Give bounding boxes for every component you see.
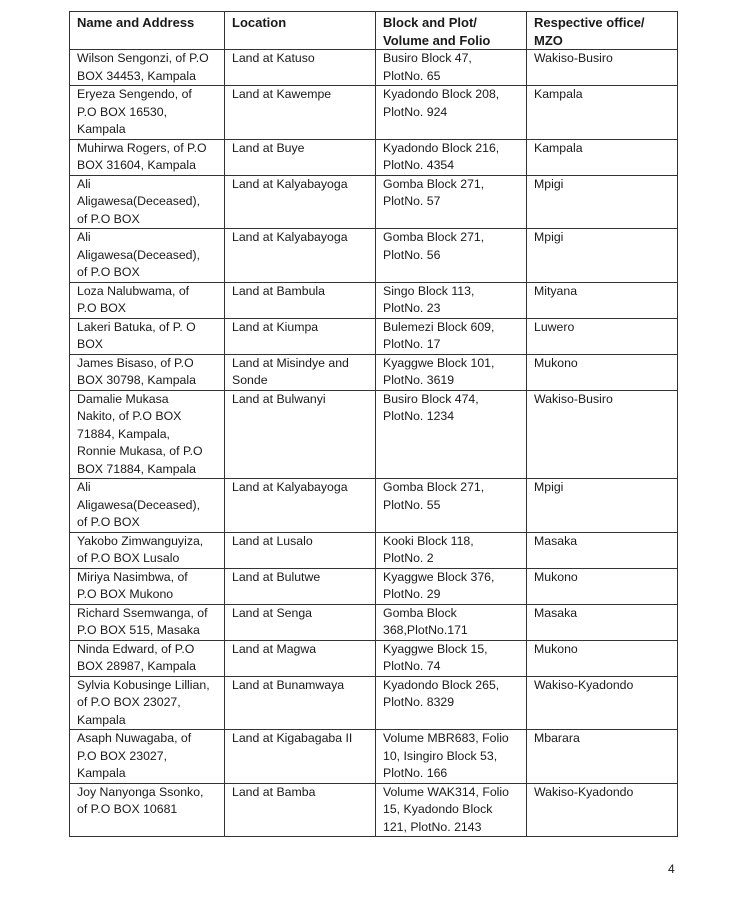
cell-respective-office-line: Mbarara: [534, 731, 580, 745]
cell-block-and-plot-line: PlotNo. 57: [383, 194, 441, 208]
cell-respective-office-line: Mityana: [534, 283, 578, 298]
cell-name-and-address-line: P.O BOX Mukono: [77, 587, 174, 601]
cell-location: [225, 175, 376, 229]
cell-location-line: Land at Senga: [232, 605, 313, 620]
table-row: [70, 86, 678, 140]
cell-block-and-plot-line: PlotNo. 1234: [383, 409, 455, 423]
cell-location: [225, 604, 376, 640]
cell-name-and-address-line: Lakeri Batuka, of P. O: [77, 319, 196, 334]
cell-block-and-plot-line: Gomba Block: [383, 605, 457, 620]
header-location-line: Location: [232, 15, 287, 30]
cell-name-and-address: [70, 175, 225, 229]
cell-name-and-address-line: BOX 71884, Kampala: [77, 461, 196, 476]
cell-location: [225, 50, 376, 86]
cell-block-and-plot-line: PlotNo. 924: [383, 104, 448, 119]
cell-respective-office-line: Kampala: [534, 140, 583, 155]
header-block-and-plot-line: Block and Plot/: [383, 15, 477, 30]
cell-location-line: Land at Kawempe: [232, 87, 332, 101]
table-row: [70, 282, 678, 318]
cell-name-and-address: [70, 354, 225, 390]
cell-name-and-address: [70, 730, 225, 784]
cell-location: [225, 783, 376, 837]
cell-block-and-plot: [376, 568, 527, 604]
cell-location: [225, 479, 376, 533]
table-row: [70, 604, 678, 640]
cell-block-and-plot-line: PlotNo. 3619: [383, 373, 455, 387]
cell-block-and-plot-line: PlotNo. 17: [383, 337, 441, 351]
header-respective-office: [527, 12, 678, 50]
cell-respective-office: [527, 730, 678, 784]
cell-location: [225, 139, 376, 175]
cell-name-and-address-line: BOX 31604, Kampala: [77, 158, 196, 172]
cell-respective-office-line: Mukono: [534, 569, 578, 584]
cell-location: [225, 229, 376, 283]
cell-name-and-address-line: Nakito, of P.O BOX: [77, 409, 182, 423]
cell-name-and-address-line: Sylvia Kobusinge Lillian,: [77, 677, 210, 692]
cell-block-and-plot: [376, 676, 527, 730]
cell-block-and-plot-line: Gomba Block 271,: [383, 176, 485, 191]
cell-name-and-address-line: Ninda Edward, of P.O: [77, 641, 195, 656]
cell-name-and-address-line: Ali: [77, 176, 91, 191]
cell-respective-office: [527, 604, 678, 640]
cell-name-and-address-line: Aligawesa(Deceased),: [77, 247, 201, 262]
cell-name-and-address-line: Joy Nanyonga Ssonko,: [77, 784, 204, 799]
cell-respective-office: [527, 282, 678, 318]
cell-name-and-address: [70, 640, 225, 676]
table-row: [70, 568, 678, 604]
cell-respective-office: [527, 568, 678, 604]
cell-name-and-address-line: P.O BOX 23027,: [77, 748, 168, 763]
header-block-and-plot: [376, 12, 527, 50]
cell-respective-office: [527, 86, 678, 140]
cell-block-and-plot-line: PlotNo. 74: [383, 659, 441, 673]
cell-block-and-plot: [376, 783, 527, 837]
cell-block-and-plot-line: 368,PlotNo.171: [383, 623, 468, 637]
cell-location: [225, 390, 376, 479]
cell-name-and-address-line: Ronnie Mukasa, of P.O: [77, 444, 203, 458]
cell-location-line: Land at Kiumpa: [232, 319, 319, 334]
cell-location-line: Land at Bunamwaya: [232, 677, 345, 692]
cell-respective-office-line: Mpigi: [534, 480, 564, 494]
cell-name-and-address-line: Muhirwa Rogers, of P.O: [77, 140, 207, 155]
cell-block-and-plot: [376, 390, 527, 479]
cell-name-and-address: [70, 532, 225, 568]
header-location: [225, 12, 376, 50]
cell-block-and-plot-line: Busiro Block 474,: [383, 391, 479, 406]
cell-location-line: Land at Kalyabayoga: [232, 230, 348, 244]
cell-block-and-plot-line: Kyadondo Block 216,: [383, 140, 500, 155]
cell-block-and-plot-line: Kooki Block 118,: [383, 533, 474, 548]
cell-respective-office: [527, 318, 678, 354]
table-row: [70, 50, 678, 86]
cell-respective-office: [527, 139, 678, 175]
cell-location: [225, 676, 376, 730]
cell-block-and-plot: [376, 640, 527, 676]
cell-name-and-address-line: Ali: [77, 230, 91, 244]
table-row: [70, 175, 678, 229]
cell-name-and-address: [70, 604, 225, 640]
cell-location-line: Land at Bulutwe: [232, 569, 321, 584]
cell-location: [225, 86, 376, 140]
cell-respective-office: [527, 354, 678, 390]
cell-name-and-address-line: Damalie Mukasa: [77, 391, 169, 406]
cell-block-and-plot: [376, 479, 527, 533]
cell-block-and-plot-line: 10, Isingiro Block 53,: [383, 748, 498, 763]
cell-location-line: Land at Kalyabayoga: [232, 480, 348, 494]
cell-respective-office: [527, 390, 678, 479]
cell-respective-office-line: Wakiso-Kyadondo: [534, 784, 634, 799]
table-row: [70, 318, 678, 354]
cell-name-and-address-line: BOX 30798, Kampala: [77, 373, 196, 387]
table-row: [70, 783, 678, 837]
cell-name-and-address: [70, 50, 225, 86]
cell-location: [225, 318, 376, 354]
table-body: [70, 50, 678, 837]
table-row: [70, 640, 678, 676]
cell-block-and-plot: [376, 532, 527, 568]
cell-block-and-plot-line: Singo Block 113,: [383, 283, 475, 298]
cell-name-and-address-line: Ali: [77, 480, 91, 494]
cell-name-and-address-line: James Bisaso, of P.O: [77, 355, 194, 370]
cell-respective-office-line: Wakiso-Kyadondo: [534, 677, 634, 692]
cell-name-and-address-line: of P.O BOX: [77, 515, 140, 529]
cell-respective-office-line: Masaka: [534, 605, 578, 620]
cell-block-and-plot-line: PlotNo. 29: [383, 587, 441, 601]
cell-respective-office: [527, 229, 678, 283]
cell-location-line: Land at Magwa: [232, 641, 317, 656]
header-respective-office-line: MZO: [534, 32, 563, 48]
cell-block-and-plot-line: Gomba Block 271,: [383, 230, 485, 244]
cell-name-and-address-line: P.O BOX 515, Masaka: [77, 623, 200, 637]
cell-block-and-plot-line: PlotNo. 8329: [383, 695, 455, 709]
cell-name-and-address: [70, 282, 225, 318]
cell-location-line: Land at Buye: [232, 140, 305, 155]
cell-block-and-plot: [376, 86, 527, 140]
cell-name-and-address: [70, 783, 225, 837]
cell-location-line: Land at Bambula: [232, 283, 325, 298]
cell-location: [225, 532, 376, 568]
header-block-and-plot-line: Volume and Folio: [383, 32, 491, 48]
cell-block-and-plot-line: PlotNo. 56: [383, 247, 441, 262]
cell-respective-office-line: Wakiso-Busiro: [534, 391, 613, 406]
cell-block-and-plot-line: PlotNo. 2: [383, 551, 434, 565]
cell-name-and-address-line: BOX: [77, 337, 103, 351]
cell-block-and-plot-line: 121, PlotNo. 2143: [383, 819, 482, 834]
cell-block-and-plot-line: Kyadondo Block 208,: [383, 87, 500, 101]
cell-respective-office-line: Mukono: [534, 355, 578, 370]
table-row: [70, 730, 678, 784]
cell-name-and-address: [70, 568, 225, 604]
table-row: [70, 390, 678, 479]
land-records-table: [69, 11, 678, 837]
cell-location-line: Land at Katuso: [232, 51, 315, 65]
cell-location: [225, 640, 376, 676]
cell-name-and-address-line: P.O BOX: [77, 301, 126, 315]
table-row: [70, 532, 678, 568]
cell-name-and-address-line: of P.O BOX: [77, 211, 140, 226]
cell-location: [225, 568, 376, 604]
cell-name-and-address: [70, 86, 225, 140]
cell-respective-office: [527, 676, 678, 730]
cell-name-and-address-line: of P.O BOX 10681: [77, 802, 178, 816]
cell-name-and-address-line: Eryeza Sengendo, of: [77, 87, 192, 101]
cell-respective-office-line: Mpigi: [534, 230, 564, 244]
cell-respective-office-line: Kampala: [534, 87, 583, 101]
cell-name-and-address-line: of P.O BOX Lusalo: [77, 551, 180, 565]
cell-respective-office: [527, 783, 678, 837]
cell-name-and-address: [70, 318, 225, 354]
header-name-and-address-line: Name and Address: [77, 15, 195, 30]
cell-block-and-plot: [376, 139, 527, 175]
cell-block-and-plot: [376, 354, 527, 390]
cell-name-and-address-line: Kampala: [77, 712, 126, 727]
cell-respective-office: [527, 50, 678, 86]
cell-location-line: Sonde: [232, 373, 268, 387]
cell-name-and-address-line: Kampala: [77, 766, 126, 780]
cell-respective-office-line: Luwero: [534, 319, 575, 334]
table-row: [70, 676, 678, 730]
cell-block-and-plot: [376, 229, 527, 283]
cell-respective-office: [527, 640, 678, 676]
cell-location-line: Land at Misindye and: [232, 355, 349, 370]
cell-name-and-address-line: Aligawesa(Deceased),: [77, 497, 201, 512]
table-row: [70, 354, 678, 390]
cell-block-and-plot-line: Kyaggwe Block 15,: [383, 641, 488, 656]
cell-block-and-plot-line: Kyadondo Block 265,: [383, 677, 500, 692]
cell-block-and-plot-line: Kyaggwe Block 376,: [383, 569, 495, 584]
table-row: [70, 229, 678, 283]
table-row: [70, 139, 678, 175]
cell-name-and-address: [70, 390, 225, 479]
cell-location-line: Land at Kalyabayoga: [232, 176, 348, 191]
page-number: 4: [668, 862, 675, 876]
cell-block-and-plot-line: Busiro Block 47,: [383, 51, 472, 65]
cell-block-and-plot: [376, 50, 527, 86]
cell-block-and-plot: [376, 175, 527, 229]
cell-block-and-plot-line: Bulemezi Block 609,: [383, 319, 495, 334]
cell-block-and-plot: [376, 318, 527, 354]
cell-block-and-plot-line: Gomba Block 271,: [383, 480, 485, 494]
cell-block-and-plot-line: PlotNo. 4354: [383, 158, 455, 172]
cell-block-and-plot: [376, 282, 527, 318]
cell-name-and-address-line: of P.O BOX 23027,: [77, 695, 181, 709]
cell-name-and-address-line: of P.O BOX: [77, 265, 140, 279]
cell-block-and-plot-line: PlotNo. 166: [383, 766, 448, 780]
cell-location: [225, 354, 376, 390]
cell-name-and-address-line: BOX 34453, Kampala: [77, 68, 196, 83]
table-row: [70, 479, 678, 533]
cell-name-and-address: [70, 479, 225, 533]
cell-block-and-plot-line: Volume MBR683, Folio: [383, 731, 509, 745]
cell-block-and-plot: [376, 604, 527, 640]
cell-block-and-plot-line: PlotNo. 55: [383, 497, 441, 512]
cell-location-line: Land at Kigabagaba II: [232, 731, 353, 745]
cell-name-and-address-line: Yakobo Zimwanguyiza,: [77, 533, 204, 548]
cell-respective-office-line: Mukono: [534, 641, 578, 656]
header-name-and-address: [70, 12, 225, 50]
cell-block-and-plot-line: PlotNo. 23: [383, 301, 441, 315]
cell-name-and-address-line: P.O BOX 16530,: [77, 104, 168, 119]
cell-location: [225, 282, 376, 318]
cell-location-line: Land at Bulwanyi: [232, 391, 326, 406]
cell-block-and-plot-line: Kyaggwe Block 101,: [383, 355, 495, 370]
cell-location-line: Land at Bamba: [232, 784, 316, 799]
cell-block-and-plot: [376, 730, 527, 784]
cell-name-and-address-line: Loza Nalubwama, of: [77, 283, 190, 298]
table-header-row: [70, 12, 678, 50]
cell-name-and-address-line: Kampala: [77, 122, 126, 136]
cell-respective-office-line: Wakiso-Busiro: [534, 51, 613, 65]
header-respective-office-line: Respective office/: [534, 15, 645, 30]
cell-block-and-plot-line: 15, Kyadondo Block: [383, 802, 493, 816]
cell-name-and-address-line: Asaph Nuwagaba, of: [77, 731, 192, 745]
cell-block-and-plot-line: PlotNo. 65: [383, 68, 441, 83]
cell-respective-office-line: Mpigi: [534, 176, 564, 191]
cell-location-line: Land at Lusalo: [232, 533, 313, 548]
cell-respective-office: [527, 479, 678, 533]
cell-name-and-address: [70, 229, 225, 283]
cell-block-and-plot-line: Volume WAK314, Folio: [383, 784, 509, 799]
cell-location: [225, 730, 376, 784]
cell-name-and-address-line: BOX 28987, Kampala: [77, 659, 196, 673]
cell-respective-office: [527, 532, 678, 568]
cell-respective-office-line: Masaka: [534, 533, 578, 548]
cell-name-and-address: [70, 139, 225, 175]
cell-name-and-address-line: Aligawesa(Deceased),: [77, 194, 201, 208]
cell-name-and-address-line: Miriya Nasimbwa, of: [77, 569, 188, 584]
cell-name-and-address: [70, 676, 225, 730]
cell-name-and-address-line: 71884, Kampala,: [77, 426, 170, 441]
cell-name-and-address-line: Wilson Sengonzi, of P.O: [77, 51, 209, 65]
cell-respective-office: [527, 175, 678, 229]
cell-name-and-address-line: Richard Ssemwanga, of: [77, 605, 208, 620]
